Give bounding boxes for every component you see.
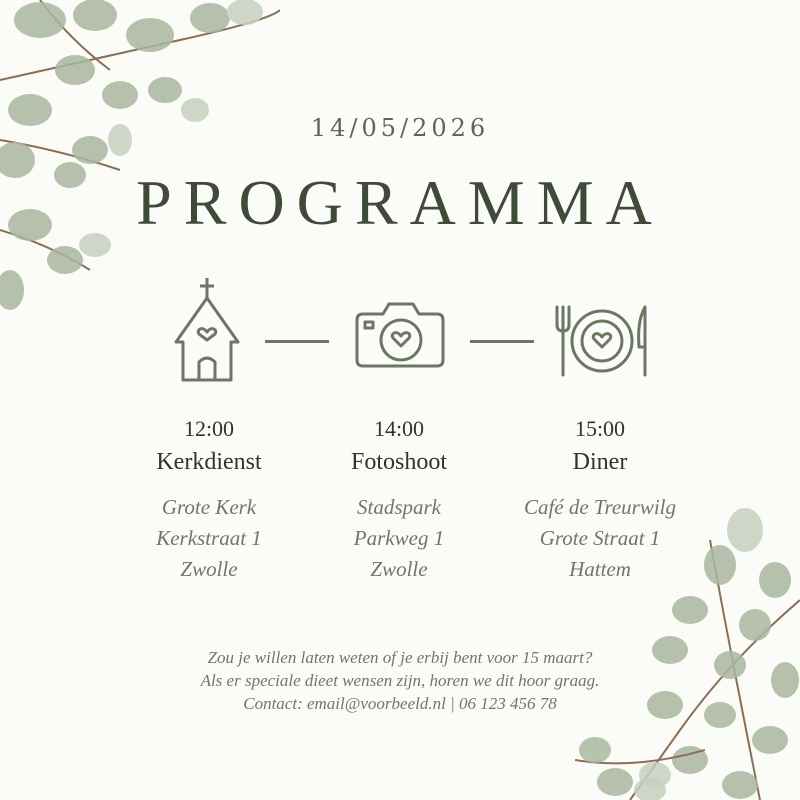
address-line: Zwolle (370, 557, 428, 581)
contact-line: Contact: email@voorbeeld.nl | 06 123 456 78 (243, 694, 557, 713)
plate-cutlery-icon (553, 303, 651, 377)
address-line: Zwolle (180, 557, 238, 581)
event-time: 12:00 (183, 416, 235, 441)
event-name: Diner (572, 449, 628, 475)
camera-icon (355, 300, 445, 368)
timeline-connector (265, 340, 329, 343)
event-address (289, 492, 509, 585)
address-line: Grote Straat 1 (539, 526, 661, 550)
address-line: Café de Treurwilg (523, 495, 677, 519)
event-time: 15:00 (574, 416, 626, 441)
event-kerkdienst (99, 414, 319, 585)
page-title: PROGRAMMA (136, 167, 664, 238)
address-line: Parkweg 1 (353, 526, 445, 550)
rsvp-line: Zou je willen laten weten of je erbij bent voor 15 maart? (207, 648, 593, 667)
address-line: Kerkstraat 1 (156, 526, 262, 550)
event-name: Fotoshoot (350, 449, 448, 475)
diet-line: Als er speciale dieet wensen zijn, horen we dit hoor graag. (200, 671, 600, 690)
event-address (490, 492, 710, 585)
event-diner (490, 414, 710, 585)
address-line: Grote Kerk (161, 495, 257, 519)
event-date: 14/05/2026 (310, 114, 490, 142)
event-time: 14:00 (373, 416, 425, 441)
rsvp-note (0, 646, 800, 715)
address-line: Stadspark (357, 495, 441, 519)
event-address (99, 492, 319, 585)
event-name: Kerkdienst (156, 449, 262, 475)
eucalyptus-foliage-bottom (575, 720, 705, 800)
timeline-connector (470, 340, 534, 343)
event-fotoshoot (289, 414, 509, 585)
church-icon (168, 276, 246, 382)
address-line: Hattem (569, 557, 631, 581)
